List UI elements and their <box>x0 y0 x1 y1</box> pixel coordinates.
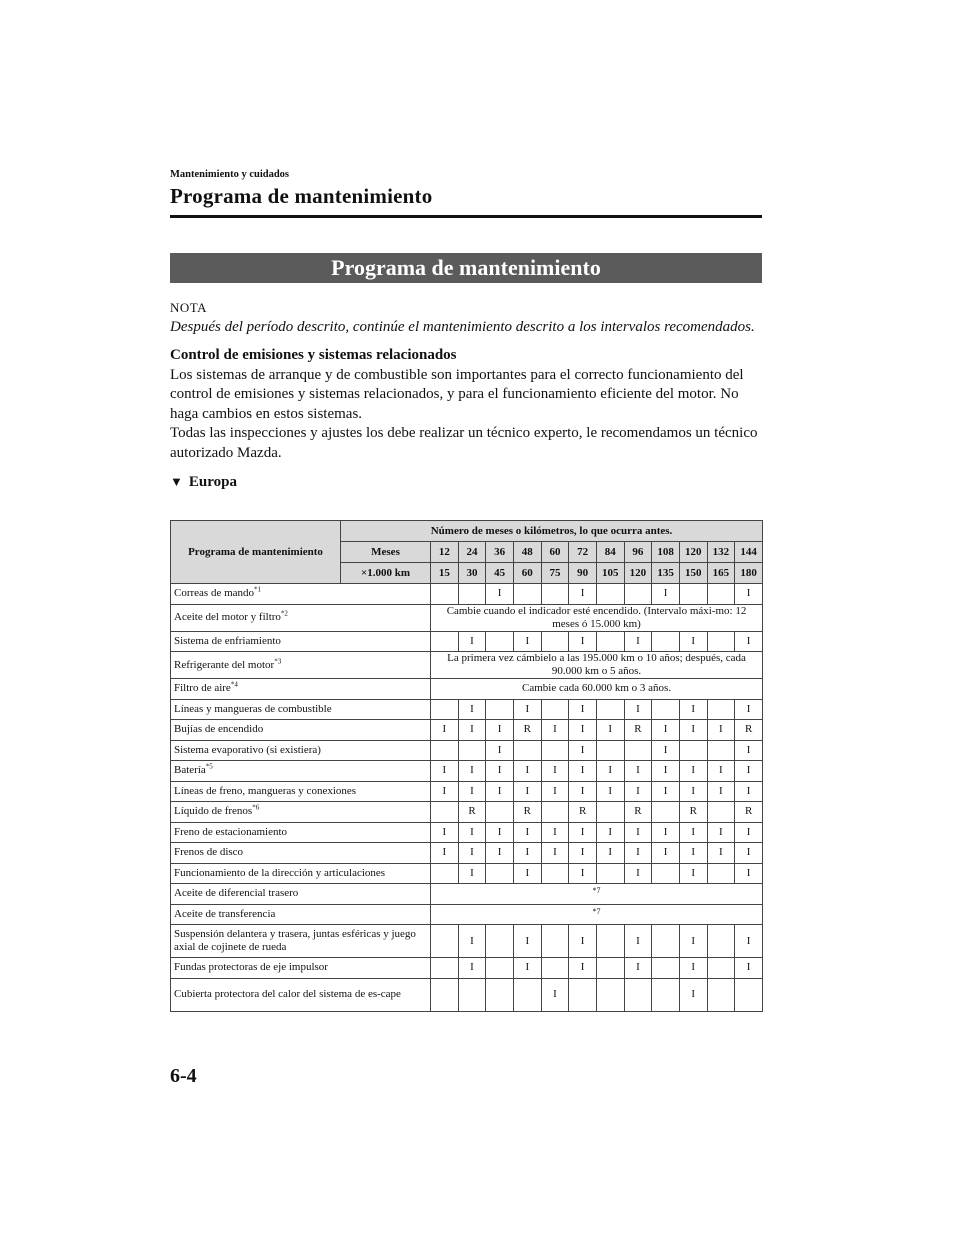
table-row <box>171 720 763 741</box>
schedule-cell: I <box>735 740 763 761</box>
schedule-cell: I <box>596 781 624 802</box>
schedule-cell: R <box>624 720 652 741</box>
schedule-cell <box>596 584 624 605</box>
schedule-cell: I <box>431 781 459 802</box>
item-label: Cubierta protectora del calor del sistema de es-cape <box>174 988 401 1000</box>
schedule-cell <box>707 631 735 652</box>
schedule-cell <box>541 925 569 958</box>
schedule-cell <box>679 584 707 605</box>
schedule-cell <box>707 584 735 605</box>
schedule-cell: I <box>624 631 652 652</box>
schedule-cell: I <box>458 925 486 958</box>
item-label: Sistema de enfriamiento <box>174 634 281 647</box>
month-cell: 132 <box>707 542 735 563</box>
row-span-note: La primera vez cámbielo a las 195.000 km o 10 años; después, cada 90.000 km o 5 años. <box>431 652 763 679</box>
schedule-cell: I <box>707 720 735 741</box>
table-row <box>171 863 763 884</box>
schedule-cell: I <box>513 761 541 782</box>
table-row <box>171 925 763 958</box>
table-row <box>171 604 763 631</box>
schedule-cell <box>486 925 514 958</box>
schedule-cell: I <box>431 761 459 782</box>
schedule-cell: I <box>624 781 652 802</box>
schedule-cell <box>569 978 597 1011</box>
schedule-cell: I <box>596 761 624 782</box>
schedule-cell: I <box>624 699 652 720</box>
schedule-cell <box>486 631 514 652</box>
schedule-cell: I <box>458 958 486 979</box>
schedule-cell <box>707 863 735 884</box>
row-item-name <box>171 822 431 843</box>
footnote-marker: *4 <box>230 680 238 689</box>
table-row <box>171 884 763 905</box>
schedule-cell <box>458 584 486 605</box>
schedule-cell <box>431 631 459 652</box>
schedule-cell <box>541 740 569 761</box>
schedule-cell: I <box>458 843 486 864</box>
schedule-cell <box>541 699 569 720</box>
table-header <box>171 521 763 584</box>
row-item-name <box>171 978 431 1011</box>
months-label: Meses <box>341 542 431 563</box>
schedule-cell: I <box>735 822 763 843</box>
month-cell: 12 <box>431 542 459 563</box>
schedule-cell: I <box>513 631 541 652</box>
schedule-cell: I <box>458 822 486 843</box>
month-cell: 72 <box>569 542 597 563</box>
row-item-name <box>171 699 431 720</box>
item-label: Filtro de aire <box>174 682 231 695</box>
body-text <box>170 298 762 493</box>
emissions-heading: Control de emisiones y sistemas relacionados <box>170 347 457 363</box>
schedule-cell: I <box>624 843 652 864</box>
km-label: ×1.000 km <box>341 563 431 584</box>
schedule-cell: I <box>652 584 680 605</box>
schedule-cell <box>513 584 541 605</box>
schedule-cell: I <box>652 781 680 802</box>
row-item-name <box>171 604 431 631</box>
schedule-cell: I <box>735 863 763 884</box>
schedule-cell: I <box>486 761 514 782</box>
table-row <box>171 679 763 700</box>
schedule-cell <box>431 699 459 720</box>
schedule-cell <box>735 978 763 1011</box>
schedule-cell: I <box>569 631 597 652</box>
schedule-cell: I <box>735 958 763 979</box>
km-cell: 105 <box>596 563 624 584</box>
month-cell: 24 <box>458 542 486 563</box>
schedule-cell: I <box>486 781 514 802</box>
km-cell: 45 <box>486 563 514 584</box>
schedule-cell <box>652 863 680 884</box>
schedule-cell: I <box>679 925 707 958</box>
table-row <box>171 699 763 720</box>
schedule-cell <box>541 958 569 979</box>
row-item-name <box>171 802 431 823</box>
schedule-cell: I <box>596 720 624 741</box>
note-text: Después del período descrito, continúe el mantenimiento descrito a los intervalos recomendados. <box>170 318 755 335</box>
schedule-cell: I <box>735 699 763 720</box>
schedule-cell: I <box>458 863 486 884</box>
schedule-cell: I <box>541 822 569 843</box>
schedule-cell <box>596 863 624 884</box>
schedule-cell: I <box>735 761 763 782</box>
km-cell: 60 <box>513 563 541 584</box>
schedule-cell <box>486 802 514 823</box>
schedule-cell <box>652 802 680 823</box>
schedule-cell <box>707 699 735 720</box>
schedule-cell: I <box>513 925 541 958</box>
schedule-cell: I <box>486 740 514 761</box>
schedule-cell: I <box>679 631 707 652</box>
schedule-cell <box>596 802 624 823</box>
schedule-cell: I <box>624 958 652 979</box>
schedule-cell <box>431 925 459 958</box>
table-row <box>171 904 763 925</box>
schedule-cell <box>652 699 680 720</box>
schedule-cell: I <box>707 822 735 843</box>
footnote-marker: *5 <box>205 762 213 771</box>
schedule-cell: I <box>513 958 541 979</box>
schedule-cell <box>596 740 624 761</box>
schedule-cell: I <box>541 761 569 782</box>
header-row <box>171 521 763 542</box>
footnote-marker: *1 <box>254 585 262 594</box>
item-label: Refrigerante del motor <box>174 658 275 671</box>
schedule-cell: R <box>513 802 541 823</box>
emissions-paragraph-2: Todas las inspecciones y ajustes los debe realizar un técnico experto, le recomendamos un técnico autorizado Mazda. <box>170 425 758 461</box>
month-cell: 36 <box>486 542 514 563</box>
schedule-cell <box>707 802 735 823</box>
table-row <box>171 978 763 1011</box>
km-cell: 30 <box>458 563 486 584</box>
region-name: Europa <box>188 474 237 490</box>
schedule-cell: I <box>735 584 763 605</box>
schedule-cell: I <box>458 699 486 720</box>
schedule-cell: I <box>458 631 486 652</box>
schedule-cell: I <box>541 781 569 802</box>
schedule-cell: I <box>624 925 652 958</box>
month-cell: 120 <box>679 542 707 563</box>
item-label: Suspensión delantera y trasera, juntas esféricas y juego axial de cojinete de rueda <box>174 928 416 953</box>
row-item-name <box>171 781 431 802</box>
schedule-cell: I <box>431 822 459 843</box>
table-row <box>171 958 763 979</box>
row-item-name <box>171 761 431 782</box>
row-span-note: *7 <box>431 904 763 925</box>
item-label: Funcionamiento de la dirección y articulaciones <box>174 866 386 879</box>
schedule-cell <box>513 978 541 1011</box>
month-cell: 60 <box>541 542 569 563</box>
schedule-cell: I <box>541 978 569 1011</box>
schedule-cell: I <box>735 631 763 652</box>
schedule-cell: I <box>735 781 763 802</box>
schedule-cell: I <box>679 863 707 884</box>
region-heading <box>170 472 762 493</box>
schedule-cell: I <box>707 843 735 864</box>
table-row <box>171 802 763 823</box>
schedule-cell <box>624 584 652 605</box>
row-span-note: *7 <box>431 884 763 905</box>
emissions-paragraph-1: Los sistemas de arranque y de combustible son importantes para el correcto funcionamiento del control de emisiones y sistemas relacionados, y para el funcionamiento eficiente del motor. No haga cambios en estos sistemas. <box>170 366 744 422</box>
row-item-name <box>171 631 431 652</box>
table-row <box>171 652 763 679</box>
table-row <box>171 631 763 652</box>
schedule-cell: I <box>679 958 707 979</box>
schedule-cell: I <box>679 720 707 741</box>
item-label: Aceite de transferencia <box>174 907 276 920</box>
item-label: Fundas protectoras de eje impulsor <box>174 961 328 974</box>
schedule-cell <box>679 740 707 761</box>
schedule-cell <box>541 631 569 652</box>
item-label: Freno de estacionamiento <box>174 825 288 838</box>
schedule-cell: I <box>596 843 624 864</box>
footnote-marker: *6 <box>252 803 260 812</box>
table-row <box>171 822 763 843</box>
row-item-name <box>171 652 431 679</box>
schedule-cell: I <box>486 822 514 843</box>
row-item-name <box>171 584 431 605</box>
schedule-cell: I <box>679 822 707 843</box>
schedule-cell: I <box>569 699 597 720</box>
row-item-name <box>171 884 431 905</box>
schedule-cell <box>707 978 735 1011</box>
row-span-note: Cambie cada 60.000 km o 3 años. <box>431 679 763 700</box>
schedule-cell: R <box>569 802 597 823</box>
table-row <box>171 584 763 605</box>
row-item-name <box>171 720 431 741</box>
schedule-cell: I <box>458 720 486 741</box>
row-item-name <box>171 958 431 979</box>
schedule-cell <box>596 958 624 979</box>
page-title: Programa de mantenimiento <box>170 184 433 208</box>
schedule-cell <box>458 978 486 1011</box>
month-cell: 84 <box>596 542 624 563</box>
schedule-cell <box>431 740 459 761</box>
row-span-note: Cambie cuando el indicador esté encendido. (Intervalo máxi-mo: 12 meses ó 15.000 km) <box>431 604 763 631</box>
schedule-cell: I <box>679 699 707 720</box>
schedule-cell: I <box>486 584 514 605</box>
table-body <box>171 584 763 1012</box>
schedule-cell <box>596 699 624 720</box>
schedule-cell <box>431 802 459 823</box>
km-cell: 150 <box>679 563 707 584</box>
schedule-cell: I <box>513 843 541 864</box>
schedule-cell: I <box>458 781 486 802</box>
table-row <box>171 740 763 761</box>
schedule-cell: R <box>735 802 763 823</box>
schedule-cell: I <box>735 925 763 958</box>
schedule-cell <box>486 958 514 979</box>
schedule-cell <box>624 740 652 761</box>
schedule-cell: R <box>458 802 486 823</box>
schedule-cell: I <box>652 720 680 741</box>
schedule-cell: I <box>569 781 597 802</box>
schedule-cell: I <box>679 761 707 782</box>
schedule-cell: I <box>431 843 459 864</box>
section-label: Mantenimiento y cuidados <box>170 169 290 180</box>
schedule-cell: I <box>624 863 652 884</box>
schedule-cell: I <box>431 720 459 741</box>
schedule-cell: I <box>513 863 541 884</box>
schedule-cell: I <box>569 822 597 843</box>
schedule-cell: I <box>596 822 624 843</box>
schedule-cell: I <box>652 740 680 761</box>
item-label: Bujías de encendido <box>174 723 264 736</box>
item-label: Líneas y mangueras de combustible <box>174 702 332 715</box>
km-cell: 165 <box>707 563 735 584</box>
schedule-cell: I <box>624 761 652 782</box>
schedule-cell: I <box>458 761 486 782</box>
schedule-cell <box>513 740 541 761</box>
schedule-cell: I <box>513 781 541 802</box>
schedule-cell: I <box>569 925 597 958</box>
schedule-cell <box>652 631 680 652</box>
schedule-cell <box>624 978 652 1011</box>
schedule-cell: I <box>486 720 514 741</box>
schedule-cell: I <box>624 822 652 843</box>
maintenance-schedule-table <box>170 520 763 1012</box>
item-label: Líquido de frenos <box>174 805 253 818</box>
schedule-cell <box>707 925 735 958</box>
schedule-cell <box>652 958 680 979</box>
schedule-cell <box>541 863 569 884</box>
schedule-cell <box>596 978 624 1011</box>
schedule-cell: I <box>652 843 680 864</box>
schedule-cell <box>431 978 459 1011</box>
schedule-cell <box>707 740 735 761</box>
item-label: Líneas de freno, mangueras y conexiones <box>174 784 357 797</box>
row-item-name <box>171 843 431 864</box>
month-cell: 48 <box>513 542 541 563</box>
schedule-cell: R <box>624 802 652 823</box>
schedule-cell: I <box>569 584 597 605</box>
km-cell: 15 <box>431 563 459 584</box>
schedule-cell <box>458 740 486 761</box>
schedule-cell <box>431 584 459 605</box>
schedule-cell <box>431 958 459 979</box>
header-divider <box>170 215 762 218</box>
schedule-cell: R <box>735 720 763 741</box>
schedule-cell: I <box>707 781 735 802</box>
schedule-cell: I <box>541 843 569 864</box>
schedule-cell <box>486 699 514 720</box>
schedule-cell <box>596 631 624 652</box>
schedule-cell: I <box>513 699 541 720</box>
item-label: Sistema evaporativo (si existiera) <box>174 743 321 756</box>
schedule-cell: R <box>679 802 707 823</box>
schedule-cell: I <box>569 958 597 979</box>
schedule-cell: I <box>541 720 569 741</box>
column-header-interval: Número de meses o kilómetros, lo que ocurra antes. <box>341 521 763 542</box>
page-number: 6-4 <box>170 1065 197 1087</box>
schedule-cell: I <box>569 863 597 884</box>
footnote-marker: *3 <box>274 656 282 665</box>
schedule-cell <box>486 978 514 1011</box>
schedule-cell: I <box>707 761 735 782</box>
row-item-name <box>171 904 431 925</box>
schedule-cell: I <box>652 761 680 782</box>
schedule-cell: I <box>679 843 707 864</box>
schedule-cell: I <box>569 843 597 864</box>
schedule-cell: I <box>513 822 541 843</box>
km-cell: 75 <box>541 563 569 584</box>
table-row <box>171 781 763 802</box>
schedule-cell: I <box>569 761 597 782</box>
row-item-name <box>171 740 431 761</box>
row-item-name <box>171 679 431 700</box>
note-label: NOTA <box>170 300 208 315</box>
schedule-cell <box>486 863 514 884</box>
schedule-cell <box>652 978 680 1011</box>
item-label: Aceite de diferencial trasero <box>174 887 299 900</box>
schedule-cell: I <box>569 720 597 741</box>
schedule-cell: I <box>569 740 597 761</box>
schedule-cell <box>707 958 735 979</box>
schedule-cell: I <box>652 822 680 843</box>
km-cell: 90 <box>569 563 597 584</box>
footnote-marker: *2 <box>280 609 288 618</box>
schedule-cell <box>652 925 680 958</box>
table-row <box>171 761 763 782</box>
schedule-cell <box>431 863 459 884</box>
schedule-cell: I <box>679 781 707 802</box>
item-label: Correas de mando <box>174 587 255 600</box>
schedule-cell <box>596 925 624 958</box>
item-label: Aceite del motor y filtro <box>174 611 281 623</box>
km-cell: 120 <box>624 563 652 584</box>
section-banner: Programa de mantenimiento <box>170 253 762 283</box>
schedule-cell: I <box>486 843 514 864</box>
schedule-cell <box>541 584 569 605</box>
row-item-name <box>171 925 431 958</box>
triangle-down-icon: ▼ <box>170 474 183 489</box>
km-cell: 135 <box>652 563 680 584</box>
month-cell: 144 <box>735 542 763 563</box>
row-item-name <box>171 863 431 884</box>
item-label: Batería <box>174 764 206 777</box>
schedule-cell: I <box>679 978 707 1011</box>
km-cell: 180 <box>735 563 763 584</box>
schedule-cell <box>541 802 569 823</box>
column-header-program: Programa de mantenimiento <box>171 521 341 584</box>
month-cell: 96 <box>624 542 652 563</box>
table-row <box>171 843 763 864</box>
month-cell: 108 <box>652 542 680 563</box>
item-label: Frenos de disco <box>174 846 244 859</box>
schedule-cell: I <box>735 843 763 864</box>
schedule-cell: R <box>513 720 541 741</box>
